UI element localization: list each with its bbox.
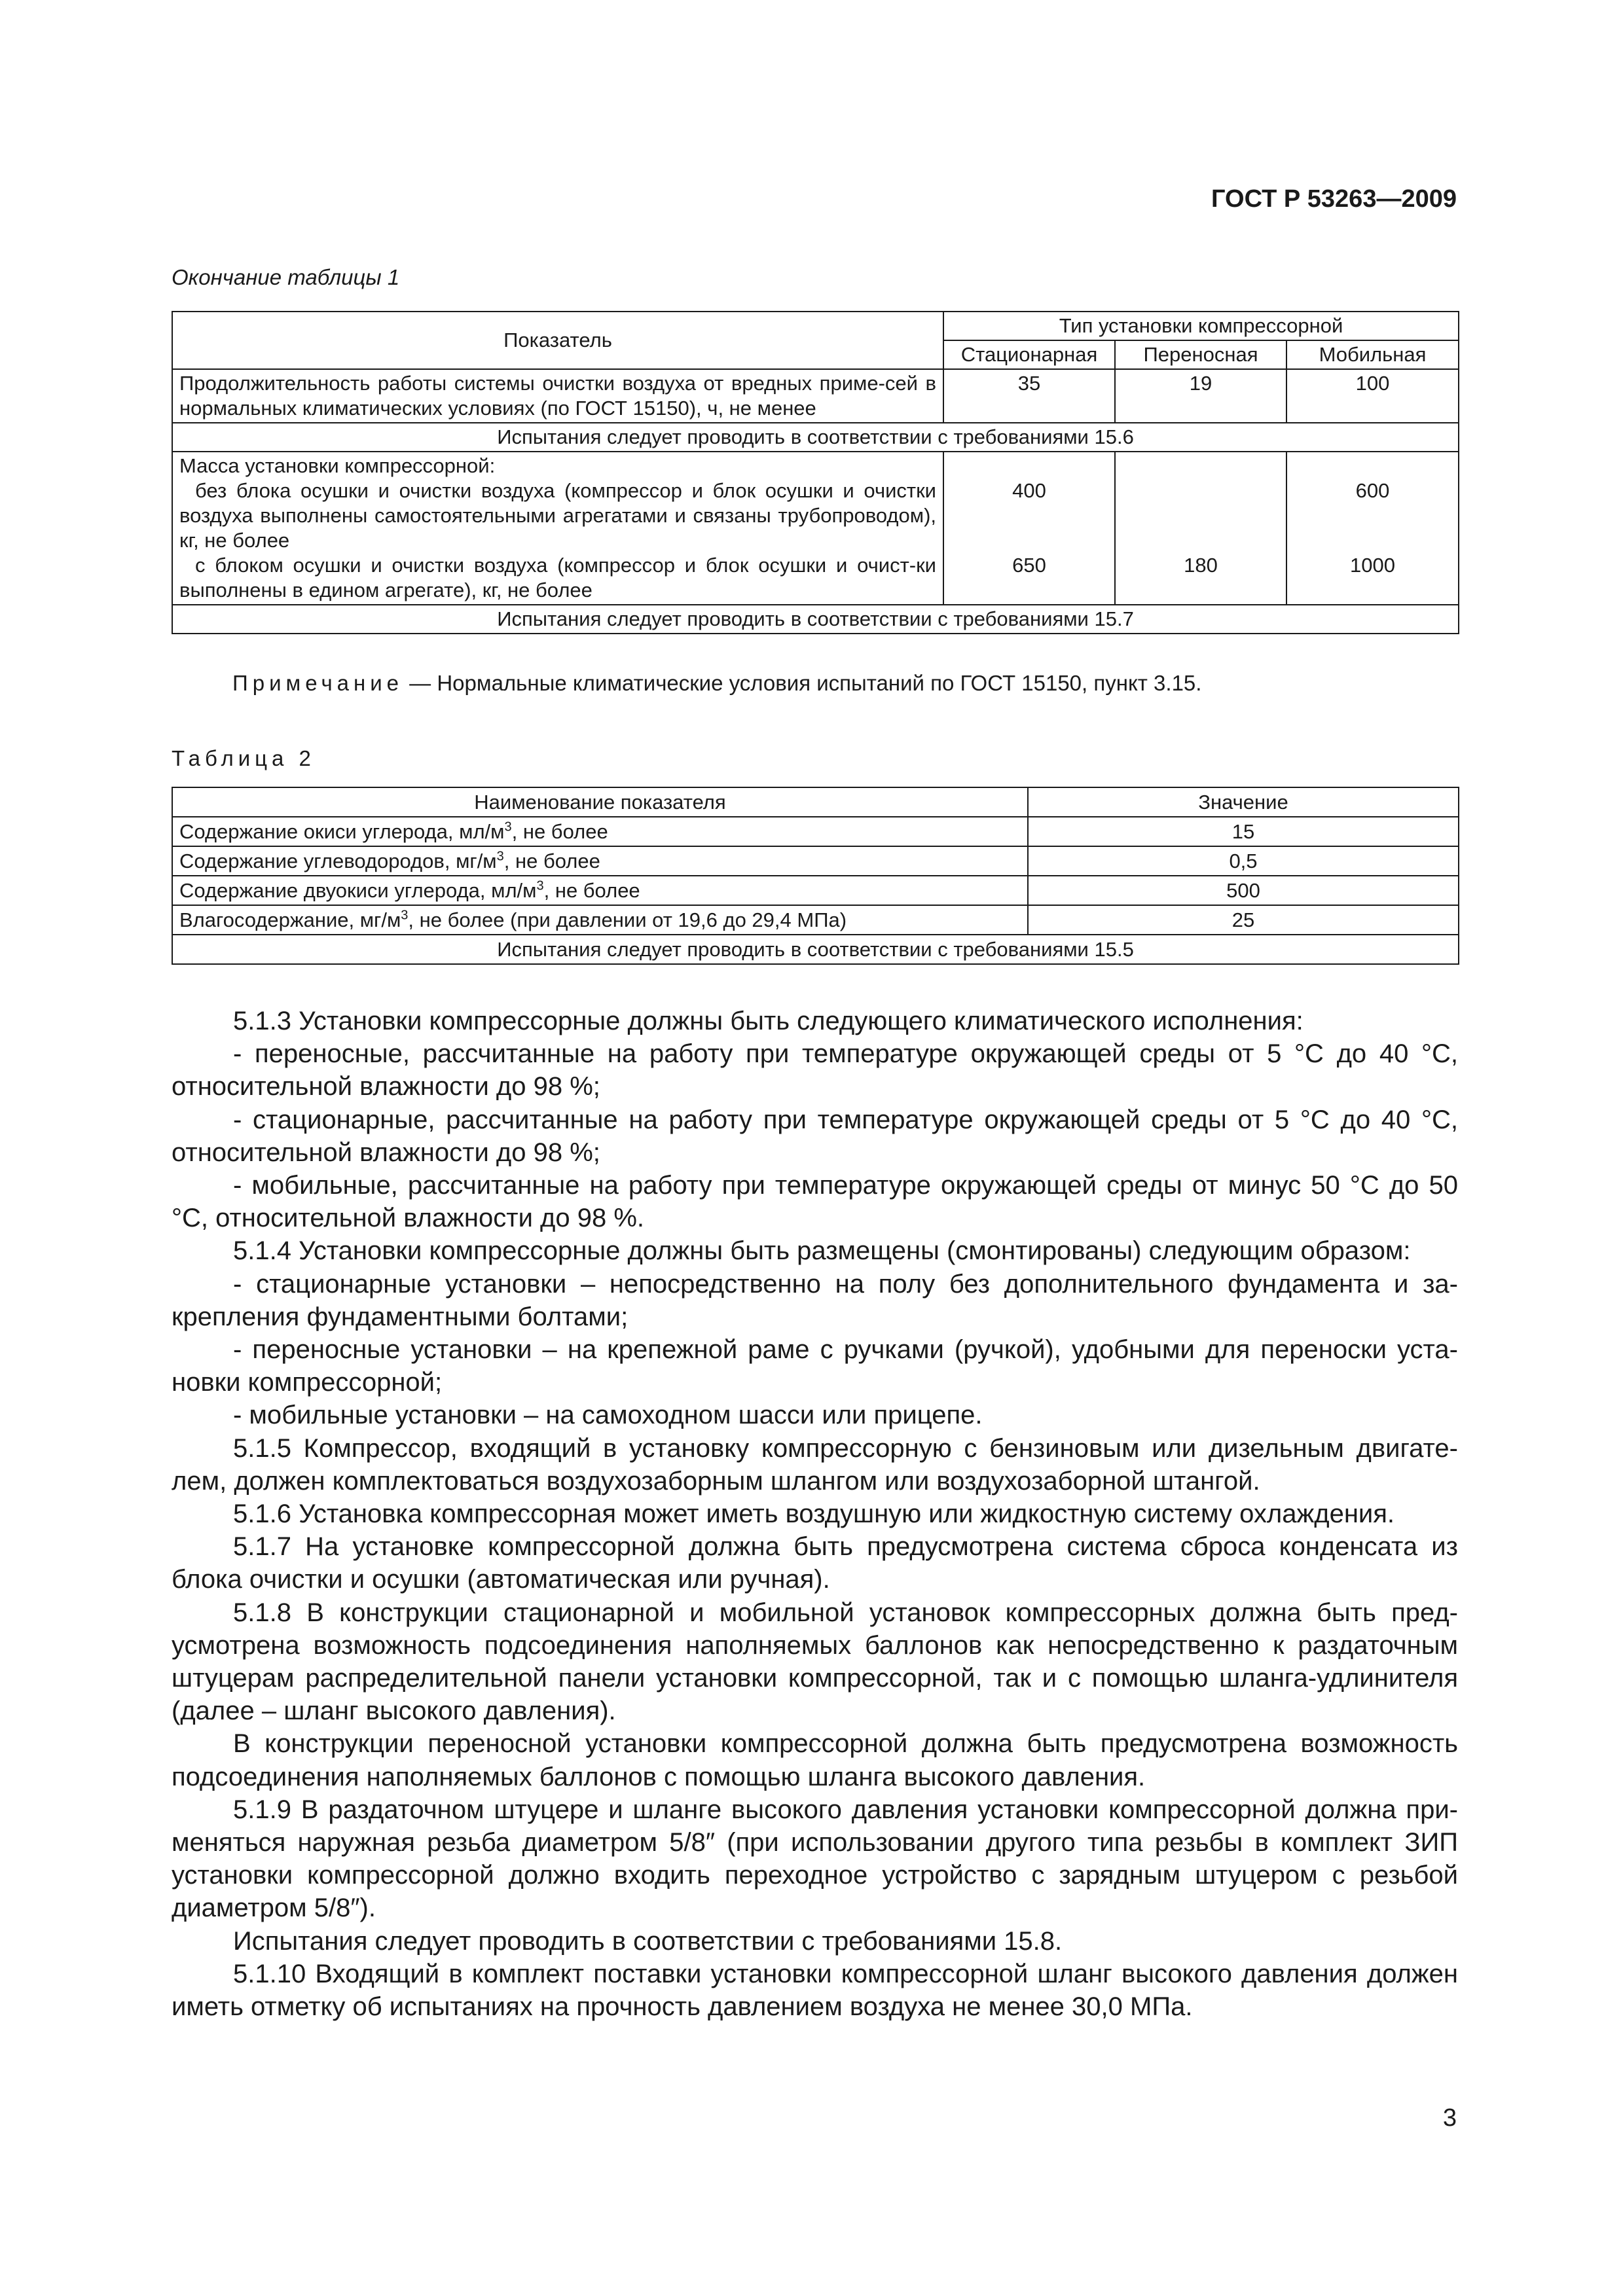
- table1-header-col: Переносная: [1115, 340, 1286, 369]
- table2-row-value: 15: [1028, 817, 1459, 846]
- paragraph: - стационарные установки – непосредственно на полу без дополнительного фундамента и за-крепления фундаментными болтами;: [172, 1269, 1458, 1331]
- mass-sub1: без блока осушки и очистки воздуха (компрессор и блок осушки и очистки воздуха выполнены самостоятельными агрегатами и связаны трубопроводом), кг, не более: [179, 479, 936, 552]
- table1-span-text: Испытания следует проводить в соответствии с требованиями 15.6: [172, 423, 1459, 452]
- paragraph: 5.1.10 Входящий в комплект поставки установки компрессорной шланг высокого давления должен иметь отметку об испытаниях на прочность давлением воздуха не менее 30,0 МПа.: [172, 1959, 1458, 2022]
- table1-row: [172, 452, 1459, 605]
- row-name-part: Содержание углеводородов, мг/м: [179, 850, 497, 872]
- table2-row-value: 0,5: [1028, 846, 1459, 876]
- table1-cell: 35: [943, 369, 1115, 423]
- body-text: [172, 1005, 1458, 2023]
- paragraph: 5.1.3 Установки компрессорные должны быть следующего климатического исполнения:: [233, 1007, 1304, 1035]
- table1-cell: [1286, 452, 1459, 605]
- table1-caption: Окончание таблицы 1: [172, 265, 400, 289]
- table2-span-text: Испытания следует проводить в соответствии с требованиями 15.5: [172, 935, 1459, 964]
- table1-row-label: [172, 452, 943, 605]
- table1-cell: 19: [1115, 369, 1286, 423]
- table2-row-name: [172, 817, 1028, 846]
- table1-span-text: Испытания следует проводить в соответствии с требованиями 15.7: [172, 605, 1459, 634]
- table2-row-value: 500: [1028, 876, 1459, 905]
- paragraph: 5.1.9 В раздаточном штуцере и шланге высокого давления установки компрессорной должна при-меняться наружная резьба диаметром 5/8″ (при использовании другого типа резьбы в комплект ЗИП установки компрессорной должно входить переходное устройство с зарядным штуцером с резьбой диаметром 5/8″).: [172, 1795, 1458, 1923]
- table2-row: [172, 905, 1459, 935]
- superscript: 3: [536, 878, 544, 893]
- paragraph: - переносные установки – на крепежной раме с ручками (ручкой), удобными для переноски уста-новки компрессорной;: [172, 1335, 1458, 1397]
- table2: [172, 787, 1459, 965]
- table2-row: [172, 876, 1459, 905]
- table2-row-name: [172, 905, 1028, 935]
- superscript: 3: [504, 819, 512, 834]
- table1-cell: [1115, 452, 1286, 605]
- table1-span-row: [172, 423, 1459, 452]
- mass-title: Масса установки компрессорной:: [179, 454, 496, 477]
- row-name-part: , не более: [503, 850, 600, 872]
- table2-row-value: 25: [1028, 905, 1459, 935]
- row-name-part: , не более: [511, 820, 608, 843]
- table1-header-col: Стационарная: [943, 340, 1115, 369]
- paragraph: Испытания следует проводить в соответствии с требованиями 15.8.: [233, 1926, 1063, 1956]
- mass-sub1-value: [1122, 478, 1279, 553]
- row-name-part: Влагосодержание, мг/м: [179, 908, 401, 931]
- table2-row: [172, 817, 1459, 846]
- table1-row-label: Продолжительность работы системы очистки воздуха от вредных приме-сей в нормальных климатических условиях (по ГОСТ 15150), ч, не менее: [172, 369, 943, 423]
- paragraph: - переносные, рассчитанные на работу при температуре окружающей среды от 5 °С до 40 °С, относительной влажности до 98 %;: [172, 1039, 1458, 1102]
- table1-header-group: Тип установки компрессорной: [943, 312, 1459, 340]
- document-header: ГОСТ Р 53263—2009: [1211, 185, 1457, 213]
- table2-row-name: [172, 876, 1028, 905]
- superscript: 3: [496, 849, 504, 864]
- table1-row: [172, 369, 1459, 423]
- note-label: Примечание: [232, 671, 404, 695]
- mass-sub2-value: 180: [1184, 554, 1218, 577]
- table1-cell: 100: [1286, 369, 1459, 423]
- table2-header-value: Значение: [1028, 787, 1459, 817]
- row-name-part: Содержание двуокиси углерода, мл/м: [179, 879, 537, 902]
- table2-header-name: Наименование показателя: [172, 787, 1028, 817]
- table1: [172, 311, 1459, 634]
- table1-header-col: Мобильная: [1286, 340, 1459, 369]
- mass-sub2: с блоком осушки и очистки воздуха (компрессор и блок осушки и очист-ки выполнены в едином агрегате), кг, не более: [179, 554, 936, 601]
- paragraph: 5.1.5 Компрессор, входящий в установку компрессорную с бензиновым или дизельным двигате-лем, должен комплектоваться воздухозаборным шлангом или воздухозаборной штангой.: [172, 1433, 1458, 1496]
- row-name-part: , не более (при давлении от 19,6 до 29,4 МПа): [408, 908, 847, 931]
- superscript: 3: [401, 908, 409, 923]
- note-text: — Нормальные климатические условия испытаний по ГОСТ 15150, пункт 3.15.: [403, 671, 1202, 695]
- row-name-part: Содержание окиси углерода, мл/м: [179, 820, 505, 843]
- mass-sub1-value: 600: [1355, 479, 1390, 502]
- row-name-part: , не более: [543, 879, 640, 902]
- mass-sub2-value: 1000: [1350, 554, 1395, 577]
- paragraph: 5.1.6 Установка компрессорная может иметь воздушную или жидкостную систему охлаждения.: [233, 1499, 1395, 1529]
- mass-sub2-value: 650: [1012, 554, 1046, 577]
- paragraph: - мобильные установки – на самоходном шасси или прицепе.: [233, 1401, 983, 1430]
- paragraph: - мобильные, рассчитанные на работу при температуре окружающей среды от минус 50 °С до 50 °С, относительной влажности до 98 %.: [172, 1171, 1458, 1233]
- table1-cell: [943, 452, 1115, 605]
- paragraph: 5.1.8 В конструкции стационарной и мобильной установок компрессорных должна быть пред-усмотрена возможность подсоединения наполняемых баллонов как непосредственно к раздаточным штуцерам распределительной панели установки компрессорной, так и с помощью шланга-удлинителя (далее – шланг высокого давления).: [172, 1598, 1458, 1726]
- mass-sub1-value: 400: [1012, 479, 1046, 502]
- table2-row: [172, 846, 1459, 876]
- page-number: 3: [1442, 2104, 1457, 2132]
- table1-header-param: Показатель: [172, 312, 943, 369]
- table1-span-row: [172, 605, 1459, 634]
- paragraph: - стационарные, рассчитанные на работу при температуре окружающей среды от 5 °С до 40 °С, относительной влажности до 98 %;: [172, 1105, 1458, 1167]
- table2-span-row: [172, 935, 1459, 964]
- paragraph: 5.1.4 Установки компрессорные должны быть размещены (смонтированы) следующим образом:: [233, 1236, 1411, 1266]
- table2-caption: Таблица 2: [172, 746, 316, 770]
- table1-header-row: [172, 312, 1459, 340]
- paragraph: В конструкции переносной установки компрессорной должна быть предусмотрена возможность подсоединения наполняемых баллонов с помощью шланга высокого давления.: [172, 1729, 1458, 1791]
- table2-row-name: [172, 846, 1028, 876]
- table1-note: [232, 671, 1201, 696]
- table2-header-row: [172, 787, 1459, 817]
- paragraph: 5.1.7 На установке компрессорной должна быть предусмотрена система сброса конденсата из блока очистки и осушки (автоматическая или ручная).: [172, 1532, 1458, 1594]
